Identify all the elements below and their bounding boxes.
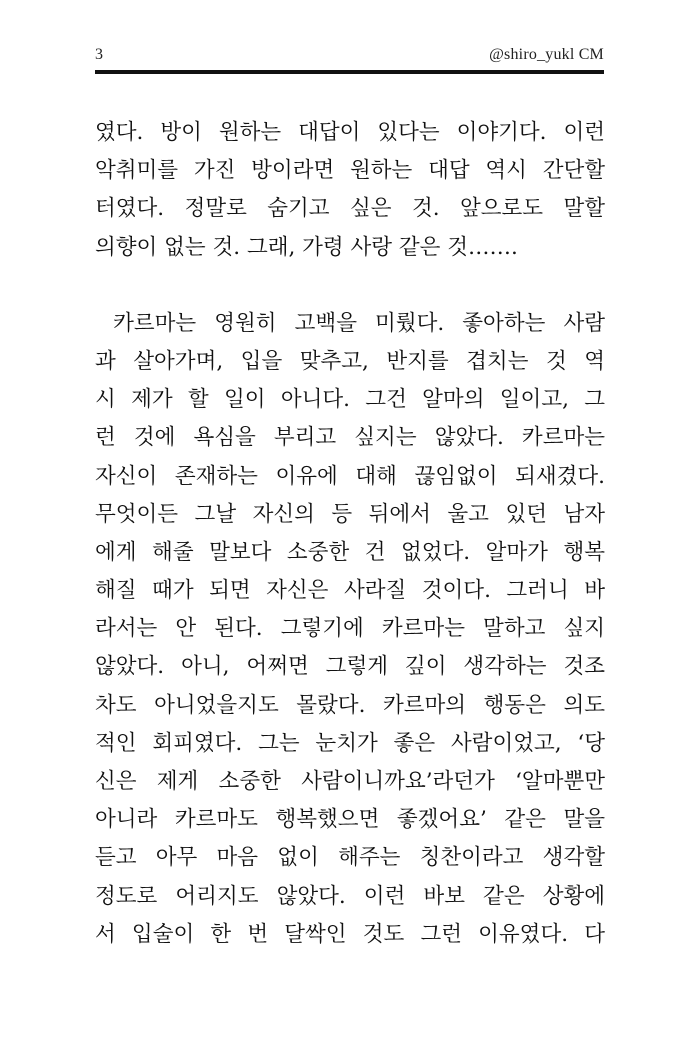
- header-divider: [95, 70, 604, 74]
- text-line: 적인 회피였다. 그는 눈치가 좋은 사람이었고, ‘당: [95, 730, 605, 756]
- page-header: [95, 46, 604, 68]
- text-line: 무엇이든 그날 자신의 등 뒤에서 울고 있던 남자: [95, 501, 605, 527]
- text-line: 악취미를 가진 방이라면 원하는 대답 역시 간단할: [95, 158, 605, 184]
- text-line: 정도로 어리지도 않았다. 이런 바보 같은 상황에: [95, 883, 605, 909]
- text-line: 시 제가 할 일이 아니다. 그건 알마의 일이고, 그: [95, 387, 605, 413]
- text-line: 차도 아니었을지도 몰랐다. 카르마의 행동은 의도: [95, 692, 605, 718]
- paragraph-break: [95, 267, 605, 305]
- text-line: 않았다. 아니, 어쩌면 그렇게 깊이 생각하는 것조: [95, 654, 605, 680]
- text-line: 해질 때가 되면 자신은 사라질 것이다. 그러니 바: [95, 578, 605, 604]
- text-line: 터였다. 정말로 숨기고 싶은 것. 앞으로도 말할: [95, 196, 605, 222]
- text-line: 에게 해줄 말보다 소중한 건 없었다. 알마가 행복: [95, 539, 605, 565]
- text-line: 서 입술이 한 번 달싹인 것도 그런 이유였다. 다: [95, 921, 605, 947]
- paragraph: [95, 305, 605, 954]
- text-line: 과 살아가며, 입을 맞추고, 반지를 겹치는 것 역: [95, 348, 605, 374]
- text-line: 였다. 방이 원하는 대답이 있다는 이야기다. 이런: [95, 120, 605, 145]
- paragraph: [95, 114, 605, 267]
- text-line: 라서는 안 된다. 그렇기에 카르마는 말하고 싶지: [95, 616, 605, 642]
- text-line: 카르마는 영원히 고백을 미뤘다. 좋아하는 사람: [95, 310, 605, 336]
- text-line: 아니라 카르마도 행복했으면 좋겠어요’ 같은 말을: [95, 807, 605, 833]
- text-line: 자신이 존재하는 이유에 대해 끊임없이 되새겼다.: [95, 463, 605, 489]
- body-text: [95, 114, 605, 954]
- page-number: 3: [95, 46, 103, 63]
- text-line: 런 것에 욕심을 부리고 싶지는 않았다. 카르마는: [95, 425, 605, 451]
- text-line: 의향이 없는 것. 그래, 가령 사랑 같은 것…….: [95, 234, 518, 260]
- author-tag: @shiro_yukl CM: [489, 46, 604, 63]
- text-line: 듣고 아무 마음 없이 해주는 칭찬이라고 생각할: [95, 845, 605, 871]
- text-line: 신은 제게 소중한 사람이니까요’라던가 ‘알마뿐만: [95, 769, 605, 794]
